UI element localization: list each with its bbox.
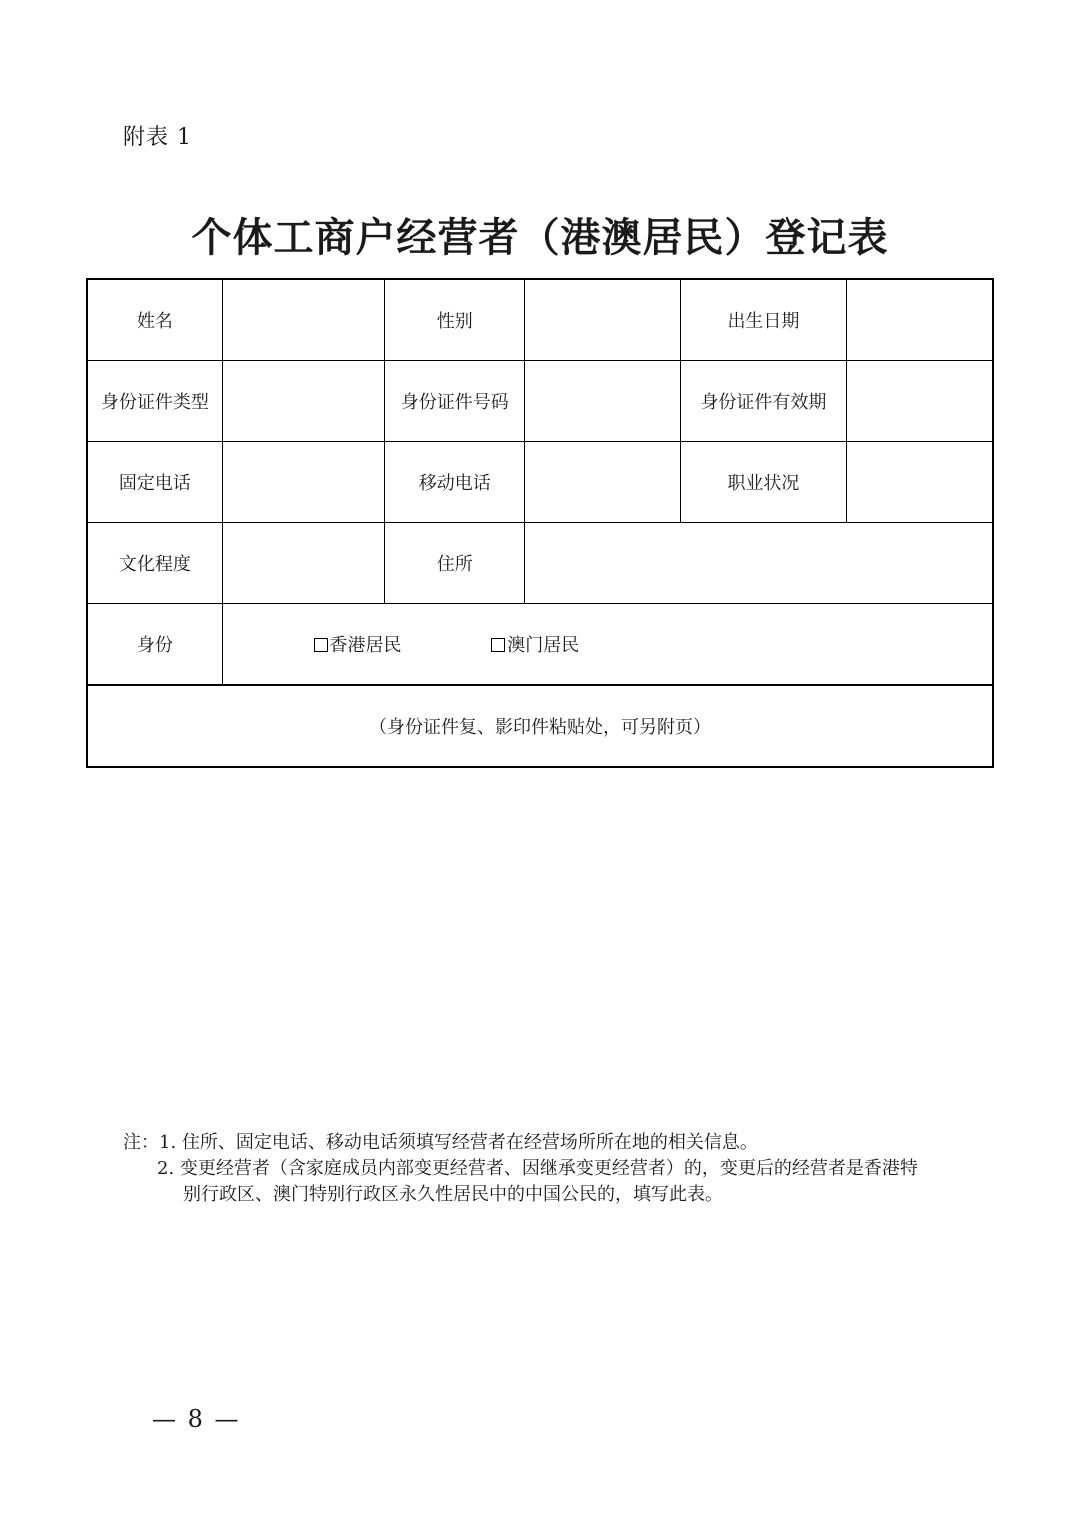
- annex-label: 附表 1: [123, 125, 192, 150]
- id-validity-label: 身份证件有效期: [680, 361, 846, 442]
- occupation-field[interactable]: [847, 442, 993, 523]
- id-copy-paste-area: [87, 685, 993, 767]
- note-line-2: 2. 变更经营者（含家庭成员内部变更经营者、因继承变更经营者）的，变更后的经营者是香港特: [157, 1158, 918, 1179]
- paste-area-instruction: （身份证件复、影印件粘贴处，可另附页）: [369, 717, 711, 738]
- landline-field[interactable]: [222, 442, 384, 523]
- birth-date-field[interactable]: [847, 279, 993, 361]
- birth-date-label: 出生日期: [680, 279, 846, 361]
- name-field[interactable]: [222, 279, 384, 361]
- mobile-field[interactable]: [525, 442, 680, 523]
- hong-kong-option-label: 香港居民: [329, 635, 402, 656]
- form-row-id-copy-paste: [87, 685, 993, 767]
- hong-kong-resident-option[interactable]: [314, 631, 402, 657]
- form-row-identity: [87, 604, 993, 686]
- id-number-label: 身份证件号码: [385, 361, 525, 442]
- note-line-1: 注：1. 住所、固定电话、移动电话须填写经营者在经营场所所在地的相关信息。: [123, 1132, 758, 1153]
- residence-field[interactable]: [525, 523, 993, 604]
- id-type-field[interactable]: [222, 361, 384, 442]
- id-type-label: 身份证件类型: [87, 361, 222, 442]
- gender-field[interactable]: [525, 279, 680, 361]
- landline-label: 固定电话: [87, 442, 222, 523]
- education-field[interactable]: [222, 523, 384, 604]
- form-row-contact-info: [87, 442, 993, 523]
- macau-resident-option[interactable]: [491, 631, 579, 657]
- mobile-label: 移动电话: [385, 442, 525, 523]
- id-validity-field[interactable]: [847, 361, 993, 442]
- hong-kong-checkbox[interactable]: [314, 638, 328, 652]
- form-row-education-residence: [87, 523, 993, 604]
- macau-checkbox[interactable]: [491, 638, 505, 652]
- occupation-label: 职业状况: [680, 442, 846, 523]
- form-row-basic-info: [87, 279, 993, 361]
- form-notes: [123, 1130, 963, 1208]
- residence-label: 住所: [385, 523, 525, 604]
- macau-option-label: 澳门居民: [507, 635, 580, 656]
- identity-options: [222, 604, 993, 686]
- name-label: 姓名: [87, 279, 222, 361]
- gender-label: 性别: [385, 279, 525, 361]
- education-label: 文化程度: [87, 523, 222, 604]
- id-number-field[interactable]: [525, 361, 680, 442]
- form-row-id-info: [87, 361, 993, 442]
- page-number: — 8 —: [152, 1405, 241, 1433]
- note-line-3: 别行政区、澳门特别行政区永久性居民中的中国公民的，填写此表。: [183, 1184, 723, 1205]
- form-title: 个体工商户经营者（港澳居民）登记表: [191, 215, 889, 261]
- identity-label: 身份: [87, 604, 222, 686]
- registration-form-table: [86, 278, 994, 768]
